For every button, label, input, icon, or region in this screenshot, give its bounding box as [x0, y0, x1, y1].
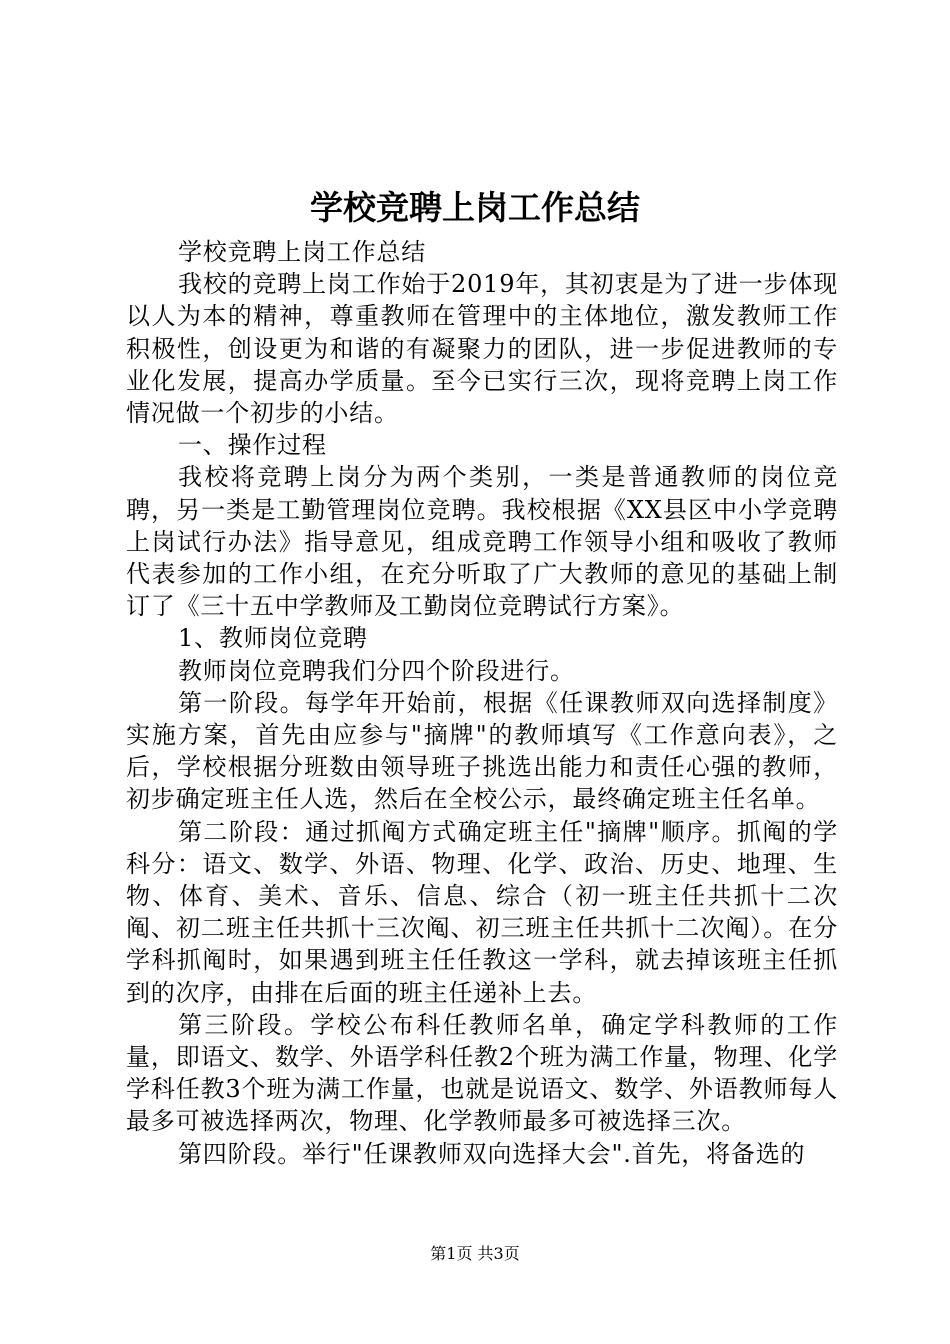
- document-body: [126, 236, 838, 1170]
- body-paragraph: 第四阶段。举行"任课教师双向选择大会".首先，将备选的: [178, 1139, 806, 1168]
- page-footer: 第1页 共3页: [430, 1244, 520, 1263]
- body-paragraph: 第三阶段。学校公布科任教师名单，确定学科教师的工作量，即语文、数学、外语学科任教2个班为满工作量，物理、化学学科任教3个班为满工作量，也就是说语文、数学、外语教师每人最多可被选择两次，物理、化学教师最多可被选择三次。: [126, 1010, 838, 1136]
- subtitle-paragraph: 学校竞聘上岗工作总结: [178, 238, 426, 266]
- intro-paragraph: 我校的竞聘上岗工作始于2019年，其初衷是为了进一步体现以人为本的精神，尊重教师在管理中的主体地位，激发教师工作积极性，创设更为和谐的有凝聚力的团队，进一步促进教师的专业化发展，提高办学质量。至今已实行三次，现将竞聘上岗工作情况做一个初步的小结。: [126, 270, 838, 428]
- body-paragraph: 第一阶段。每学年开始前，根据《任课教师双向选择制度》实施方案，首先由应参与"摘牌"的教师填写《工作意向表》，之后，学校根据分班数由领导班子挑选出能力和责任心强的教师，初步确定班主任人选，然后在全校公示，最终确定班主任名单。: [126, 688, 838, 814]
- body-paragraph: 我校将竞聘上岗分为两个类别，一类是普通教师的岗位竞聘，另一类是工勤管理岗位竞聘。我校根据《XX县区中小学竞聘上岗试行办法》指导意见，组成竞聘工作领导小组和吸收了教师代表参加的工作小组，在充分听取了广大教师的意见的基础上制订了《三十五中学教师及工勤岗位竞聘试行方案》。: [126, 463, 838, 621]
- body-paragraph: 教师岗位竞聘我们分四个阶段进行。: [178, 656, 575, 685]
- document-title: 学校竞聘上岗工作总结: [310, 188, 640, 227]
- section-heading: 一、操作过程: [178, 431, 327, 460]
- subsection-heading: 1、教师岗位竞聘: [178, 624, 368, 653]
- body-paragraph: 第二阶段：通过抓阄方式确定班主任"摘牌"顺序。抓阄的学科分：语文、数学、外语、物理、化学、政治、历史、地理、生物、体育、美术、音乐、信息、综合（初一班主任共抓十二次阄、初二班主任共抓十三次阄、初三班主任共抓十二次阄）。在分学科抓阄时，如果遇到班主任任教这一学科，就去掉该班主任抓到的次序，由排在后面的班主任递补上去。: [126, 817, 838, 1007]
